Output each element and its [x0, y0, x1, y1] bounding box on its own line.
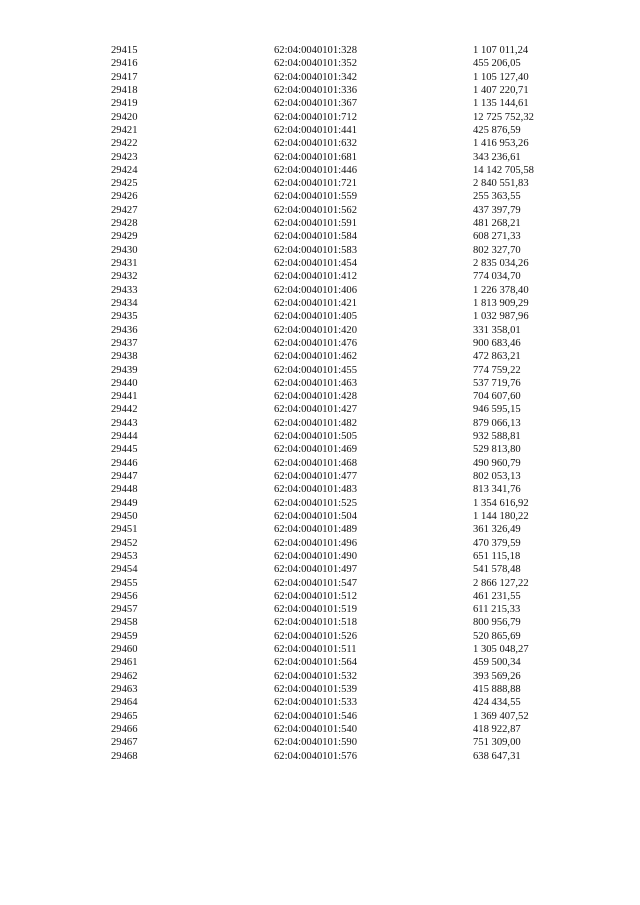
cadastral-value: 1 354 616,92	[473, 497, 529, 509]
row-number: 29420	[111, 111, 138, 123]
row-number: 29459	[111, 630, 138, 642]
cadastral-number: 62:04:0040101:539	[274, 684, 357, 695]
row-number: 29421	[111, 124, 138, 136]
cadastral-value: 608 271,33	[473, 231, 521, 243]
row-number: 29451	[111, 524, 138, 536]
row-number: 29439	[111, 364, 138, 376]
row-number: 29464	[111, 697, 138, 709]
cadastral-value: 459 500,34	[473, 657, 521, 669]
cadastral-number: 62:04:0040101:405	[274, 311, 357, 323]
table-row	[0, 111, 640, 124]
table-row	[0, 603, 640, 616]
cadastral-number: 62:04:0040101:427	[274, 404, 357, 416]
cadastral-number: 62:04:0040101:559	[274, 191, 357, 203]
cadastral-number: 62:04:0040101:420	[274, 324, 357, 336]
cadastral-value: 1 107 011,24	[473, 45, 529, 56]
row-number: 29424	[111, 164, 138, 176]
cadastral-number: 62:04:0040101:518	[274, 617, 357, 629]
row-number: 29463	[111, 684, 138, 695]
table-row	[0, 257, 640, 270]
row-number: 29466	[111, 723, 138, 735]
cadastral-value: 470 379,59	[473, 537, 521, 549]
table-row	[0, 710, 640, 723]
cadastral-value: 537 719,76	[473, 377, 521, 389]
cadastral-number: 62:04:0040101:463	[274, 377, 357, 389]
row-number: 29415	[111, 45, 138, 56]
row-number: 29460	[111, 644, 138, 656]
cadastral-number: 62:04:0040101:336	[274, 84, 357, 96]
table-row	[0, 457, 640, 470]
row-number: 29462	[111, 670, 138, 682]
cadastral-number: 62:04:0040101:532	[274, 670, 357, 682]
table-row	[0, 137, 640, 150]
cadastral-value-table	[0, 44, 640, 763]
cadastral-number: 62:04:0040101:681	[274, 151, 357, 163]
cadastral-number: 62:04:0040101:546	[274, 710, 357, 722]
table-row	[0, 44, 640, 57]
row-number: 29456	[111, 590, 138, 602]
table-row	[0, 244, 640, 257]
row-number: 29428	[111, 218, 138, 230]
cadastral-number: 62:04:0040101:455	[274, 364, 357, 376]
cadastral-number: 62:04:0040101:406	[274, 284, 357, 296]
table-row	[0, 230, 640, 243]
cadastral-number: 62:04:0040101:721	[274, 178, 357, 190]
row-number: 29454	[111, 564, 138, 576]
table-row	[0, 656, 640, 669]
cadastral-value: 1 407 220,71	[473, 84, 529, 96]
table-row	[0, 71, 640, 84]
cadastral-number: 62:04:0040101:367	[274, 98, 357, 110]
cadastral-value: 774 759,22	[473, 364, 521, 376]
table-row	[0, 643, 640, 656]
cadastral-number: 62:04:0040101:526	[274, 630, 357, 642]
cadastral-number: 62:04:0040101:591	[274, 218, 357, 230]
table-row	[0, 204, 640, 217]
table-row	[0, 177, 640, 190]
row-number: 29468	[111, 750, 138, 762]
row-number: 29426	[111, 191, 138, 203]
cadastral-number: 62:04:0040101:342	[274, 71, 357, 83]
cadastral-number: 62:04:0040101:441	[274, 124, 357, 136]
cadastral-number: 62:04:0040101:496	[274, 537, 357, 549]
row-number: 29425	[111, 178, 138, 190]
table-row	[0, 630, 640, 643]
table-row	[0, 510, 640, 523]
table-row	[0, 483, 640, 496]
cadastral-value: 424 434,55	[473, 697, 521, 709]
cadastral-value: 361 326,49	[473, 524, 521, 536]
table-row	[0, 84, 640, 97]
table-row	[0, 750, 640, 763]
table-row	[0, 337, 640, 350]
cadastral-number: 62:04:0040101:476	[274, 337, 357, 349]
cadastral-value: 802 327,70	[473, 244, 521, 256]
cadastral-value: 1 135 144,61	[473, 98, 529, 110]
row-number: 29430	[111, 244, 138, 256]
row-number: 29423	[111, 151, 138, 163]
cadastral-value: 2 866 127,22	[473, 577, 529, 589]
cadastral-value: 425 876,59	[473, 124, 521, 136]
table-row	[0, 164, 640, 177]
row-number: 29431	[111, 258, 138, 269]
cadastral-number: 62:04:0040101:428	[274, 391, 357, 403]
row-number: 29448	[111, 484, 138, 496]
table-row	[0, 324, 640, 337]
table-row	[0, 563, 640, 576]
row-number: 29438	[111, 351, 138, 363]
cadastral-number: 62:04:0040101:412	[274, 271, 357, 283]
row-number: 29433	[111, 284, 138, 296]
cadastral-value: 520 865,69	[473, 630, 521, 642]
cadastral-value: 900 683,46	[473, 337, 521, 349]
cadastral-value: 418 922,87	[473, 723, 521, 735]
cadastral-number: 62:04:0040101:446	[274, 164, 357, 176]
cadastral-value: 255 363,55	[473, 191, 521, 203]
row-number: 29418	[111, 84, 138, 96]
table-row	[0, 723, 640, 736]
cadastral-number: 62:04:0040101:468	[274, 457, 357, 469]
table-row	[0, 470, 640, 483]
cadastral-value: 751 309,00	[473, 737, 521, 749]
cadastral-value: 2 840 551,83	[473, 178, 529, 190]
row-number: 29447	[111, 471, 138, 482]
row-number: 29446	[111, 457, 138, 469]
cadastral-value: 813 341,76	[473, 484, 521, 496]
cadastral-number: 62:04:0040101:533	[274, 697, 357, 709]
cadastral-number: 62:04:0040101:519	[274, 604, 357, 616]
cadastral-number: 62:04:0040101:512	[274, 590, 357, 602]
cadastral-value: 1 032 987,96	[473, 311, 529, 323]
cadastral-value: 1 305 048,27	[473, 644, 529, 656]
cadastral-value: 541 578,48	[473, 564, 521, 576]
cadastral-number: 62:04:0040101:547	[274, 577, 357, 589]
cadastral-value: 638 647,31	[473, 750, 521, 762]
row-number: 29458	[111, 617, 138, 629]
cadastral-value: 455 206,05	[473, 58, 521, 70]
table-row	[0, 590, 640, 603]
cadastral-value: 12 725 752,32	[473, 111, 534, 123]
cadastral-value: 393 569,26	[473, 670, 521, 682]
row-number: 29436	[111, 324, 138, 336]
table-row	[0, 736, 640, 749]
cadastral-number: 62:04:0040101:505	[274, 431, 357, 443]
row-number: 29449	[111, 497, 138, 509]
cadastral-number: 62:04:0040101:590	[274, 737, 357, 749]
row-number: 29417	[111, 71, 138, 83]
row-number: 29419	[111, 98, 138, 110]
row-number: 29442	[111, 404, 138, 416]
row-number: 29445	[111, 444, 138, 456]
row-number: 29461	[111, 657, 138, 669]
table-row	[0, 350, 640, 363]
cadastral-value: 481 268,21	[473, 218, 521, 230]
cadastral-number: 62:04:0040101:454	[274, 258, 357, 269]
row-number: 29450	[111, 510, 138, 522]
table-row	[0, 297, 640, 310]
cadastral-number: 62:04:0040101:525	[274, 497, 357, 509]
cadastral-number: 62:04:0040101:489	[274, 524, 357, 536]
table-row	[0, 217, 640, 230]
table-row	[0, 670, 640, 683]
cadastral-number: 62:04:0040101:482	[274, 417, 357, 429]
table-row	[0, 417, 640, 430]
cadastral-value: 14 142 705,58	[473, 164, 534, 176]
cadastral-value: 437 397,79	[473, 204, 521, 216]
table-row	[0, 57, 640, 70]
cadastral-value: 774 034,70	[473, 271, 521, 283]
cadastral-number: 62:04:0040101:583	[274, 244, 357, 256]
cadastral-value: 343 236,61	[473, 151, 521, 163]
cadastral-number: 62:04:0040101:490	[274, 550, 357, 562]
row-number: 29444	[111, 431, 138, 443]
row-number: 29427	[111, 204, 138, 216]
row-number: 29452	[111, 537, 138, 549]
table-row	[0, 497, 640, 510]
cadastral-value: 529 813,80	[473, 444, 521, 456]
cadastral-number: 62:04:0040101:504	[274, 510, 357, 522]
table-row	[0, 390, 640, 403]
table-row	[0, 151, 640, 164]
row-number: 29416	[111, 58, 138, 70]
cadastral-value: 472 863,21	[473, 351, 521, 363]
row-number: 29440	[111, 377, 138, 389]
cadastral-number: 62:04:0040101:462	[274, 351, 357, 363]
table-row	[0, 270, 640, 283]
cadastral-value: 946 595,15	[473, 404, 521, 416]
cadastral-value: 611 215,33	[473, 604, 521, 616]
cadastral-value: 1 144 180,22	[473, 510, 529, 522]
table-row	[0, 97, 640, 110]
cadastral-number: 62:04:0040101:632	[274, 138, 357, 150]
row-number: 29455	[111, 577, 138, 589]
table-row	[0, 696, 640, 709]
cadastral-value: 415 888,88	[473, 684, 521, 695]
table-row	[0, 577, 640, 590]
row-number: 29437	[111, 337, 138, 349]
cadastral-value: 490 960,79	[473, 457, 521, 469]
row-number: 29434	[111, 297, 138, 309]
cadastral-number: 62:04:0040101:564	[274, 657, 357, 669]
table-row	[0, 377, 640, 390]
table-row	[0, 403, 640, 416]
cadastral-value: 879 066,13	[473, 417, 521, 429]
row-number: 29443	[111, 417, 138, 429]
row-number: 29441	[111, 391, 138, 403]
row-number: 29465	[111, 710, 138, 722]
table-row	[0, 550, 640, 563]
cadastral-value: 802 053,13	[473, 471, 521, 482]
row-number: 29422	[111, 138, 138, 150]
cadastral-number: 62:04:0040101:511	[274, 644, 357, 656]
table-row	[0, 443, 640, 456]
table-row	[0, 430, 640, 443]
cadastral-number: 62:04:0040101:477	[274, 471, 357, 482]
cadastral-number: 62:04:0040101:562	[274, 204, 357, 216]
cadastral-number: 62:04:0040101:483	[274, 484, 357, 496]
row-number: 29457	[111, 604, 138, 616]
cadastral-number: 62:04:0040101:328	[274, 45, 357, 56]
table-row	[0, 537, 640, 550]
cadastral-value: 1 369 407,52	[473, 710, 529, 722]
cadastral-value: 461 231,55	[473, 590, 521, 602]
table-row	[0, 190, 640, 203]
cadastral-value: 1 416 953,26	[473, 138, 529, 150]
cadastral-number: 62:04:0040101:584	[274, 231, 357, 243]
table-row	[0, 683, 640, 696]
cadastral-number: 62:04:0040101:576	[274, 750, 357, 762]
cadastral-value: 704 607,60	[473, 391, 521, 403]
cadastral-number: 62:04:0040101:540	[274, 723, 357, 735]
cadastral-value: 331 358,01	[473, 324, 521, 336]
table-row	[0, 364, 640, 377]
cadastral-number: 62:04:0040101:497	[274, 564, 357, 576]
cadastral-value: 800 956,79	[473, 617, 521, 629]
row-number: 29453	[111, 550, 138, 562]
row-number: 29467	[111, 737, 138, 749]
cadastral-value: 651 115,18	[473, 550, 521, 562]
cadastral-value: 1 813 909,29	[473, 297, 529, 309]
table-row	[0, 616, 640, 629]
row-number: 29432	[111, 271, 138, 283]
table-row	[0, 124, 640, 137]
table-row	[0, 523, 640, 536]
row-number: 29429	[111, 231, 138, 243]
cadastral-value: 2 835 034,26	[473, 258, 529, 269]
cadastral-value: 932 588,81	[473, 431, 521, 443]
cadastral-value: 1 105 127,40	[473, 71, 529, 83]
cadastral-number: 62:04:0040101:469	[274, 444, 357, 456]
table-row	[0, 284, 640, 297]
table-row	[0, 310, 640, 323]
cadastral-number: 62:04:0040101:352	[274, 58, 357, 70]
row-number: 29435	[111, 311, 138, 323]
cadastral-value: 1 226 378,40	[473, 284, 529, 296]
cadastral-number: 62:04:0040101:712	[274, 111, 357, 123]
cadastral-number: 62:04:0040101:421	[274, 297, 357, 309]
